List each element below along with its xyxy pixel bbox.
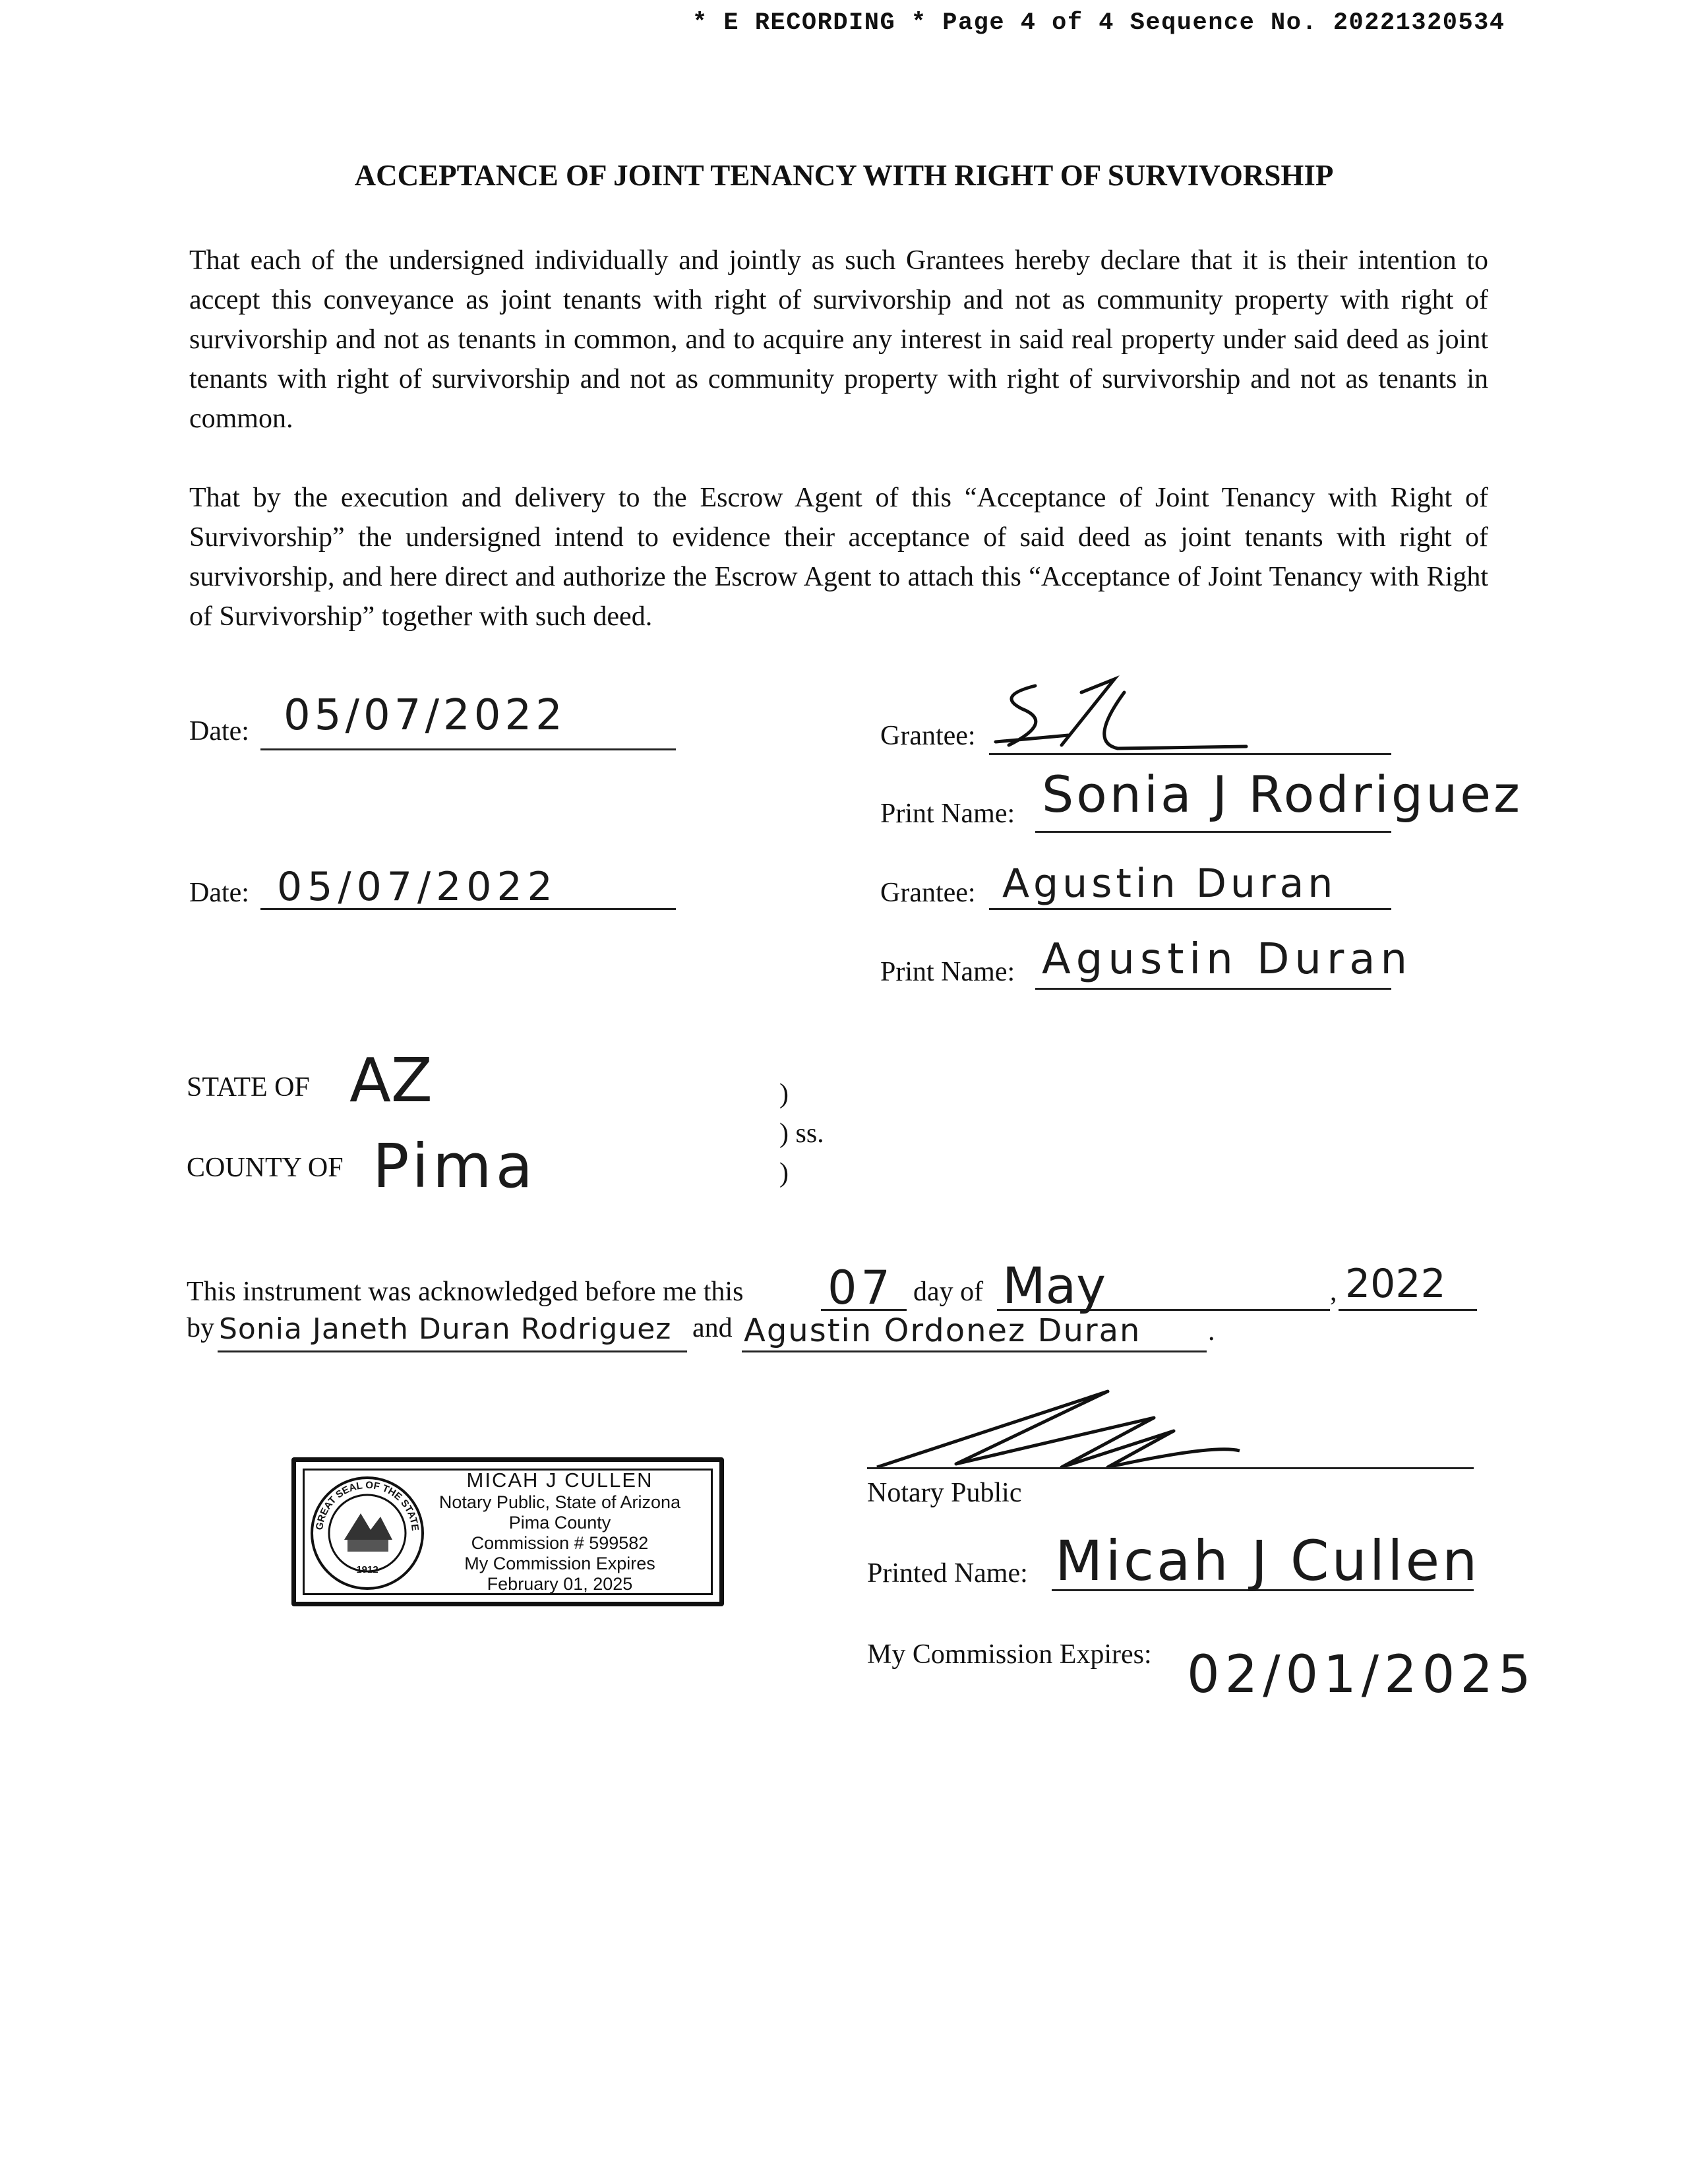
name-2-line [742, 1350, 1207, 1352]
by-text: by [187, 1313, 214, 1343]
grantee-2-signature: Agustin Duran [1002, 861, 1337, 907]
date-label: Date: [189, 716, 249, 746]
stamp-line-4: Commission # 599582 [471, 1533, 649, 1553]
print-name-line [1035, 988, 1391, 990]
stamp-line-6: February 01, 2025 [487, 1574, 633, 1594]
stamp-line-3: Pima County [508, 1513, 611, 1532]
grantee-signature-line [989, 908, 1391, 910]
seal-year: 1912 [356, 1564, 378, 1575]
notary-printed-name: Micah J Cullen [1055, 1529, 1480, 1593]
commission-expires-value: 02/01/2025 [1187, 1645, 1536, 1705]
notary-stamp [291, 1457, 724, 1606]
commission-expires-label: My Commission Expires: [867, 1639, 1152, 1670]
date-line [260, 748, 676, 750]
notary-public-label: Notary Public [867, 1478, 1022, 1508]
ack-month: May [1002, 1256, 1106, 1315]
arizona-seal-icon [304, 1465, 427, 1592]
acknowledgment-text: This instrument was acknowledged before me this [187, 1277, 744, 1307]
state-value: AZ [349, 1045, 433, 1116]
grantee-label: Grantee: [880, 721, 976, 751]
name-1-line [218, 1350, 687, 1352]
document-title: ACCEPTANCE OF JOINT TENANCY WITH RIGHT OF SURVIVORSHIP [354, 159, 1334, 192]
grantee-1-signature [982, 673, 1259, 765]
notary-signature [870, 1378, 1240, 1477]
declaration-paragraph: That each of the undersigned individually and jointly as such Grantees hereby declare that it is their intention to accept this conveyance as joint tenants with right of survivorship and not as community property with right of survivorship and not as tenants in common, and to acquire any interest in said real property under said deed as joint tenants with right of survivorship and not as community property with right of survivorship and not as tenants in common. [189, 245, 1488, 434]
venue-bracket-bottom: ) [779, 1158, 789, 1188]
county-label: COUNTY OF [187, 1153, 344, 1183]
print-name-line [1035, 831, 1391, 833]
stamp-line-2: Notary Public, State of Arizona [438, 1492, 681, 1512]
stamp-line-5: My Commission Expires [464, 1554, 655, 1573]
and-text: and [692, 1313, 733, 1343]
year-line [1339, 1309, 1477, 1311]
ack-name-1: Sonia Janeth Duran Rodriguez [219, 1312, 672, 1346]
venue-ss: ) ss. [779, 1118, 824, 1149]
recording-header: * E RECORDING * Page 4 of 4 Sequence No. 20221320534 [692, 9, 1505, 37]
seal-text: GREAT SEAL OF THE STATE OF ARIZONA [304, 1465, 421, 1534]
print-name-label: Print Name: [880, 799, 1015, 829]
grantee-2-print-name: Agustin Duran [1042, 935, 1413, 984]
ack-name-2: Agustin Ordonez Duran [744, 1312, 1141, 1349]
ack-comma: , [1330, 1277, 1337, 1307]
day-of-text: day of [913, 1277, 984, 1307]
ack-day: 07 [828, 1261, 895, 1315]
stamp-name: MICAH J CULLEN [466, 1469, 653, 1492]
venue-bracket-top: ) [779, 1079, 789, 1109]
state-label: STATE OF [187, 1072, 310, 1103]
date-1-handwritten: 05/07/2022 [284, 691, 566, 740]
printed-name-label: Printed Name: [867, 1558, 1028, 1589]
date-2-handwritten: 05/07/2022 [277, 864, 558, 910]
date-label: Date: [189, 878, 249, 908]
print-name-label: Print Name: [880, 957, 1015, 987]
notary-signature-line [867, 1467, 1474, 1469]
county-value: Pima [373, 1131, 537, 1201]
ack-year: 2022 [1345, 1261, 1446, 1307]
grantee-label: Grantee: [880, 878, 976, 908]
grantee-1-print-name: Sonia J Rodriguez [1042, 765, 1522, 824]
ack-period: . [1208, 1316, 1215, 1347]
authorization-paragraph: That by the execution and delivery to the Escrow Agent of this “Acceptance of Joint Tenancy with Right of Survivorship” the undersigned intend to evidence their acceptance of said deed as joint tenants with right of survivorship, and here direct and authorize the Escrow Agent to attach this “Acceptance of Joint Tenancy with Right of Survivorship” together with such deed. [189, 483, 1488, 632]
